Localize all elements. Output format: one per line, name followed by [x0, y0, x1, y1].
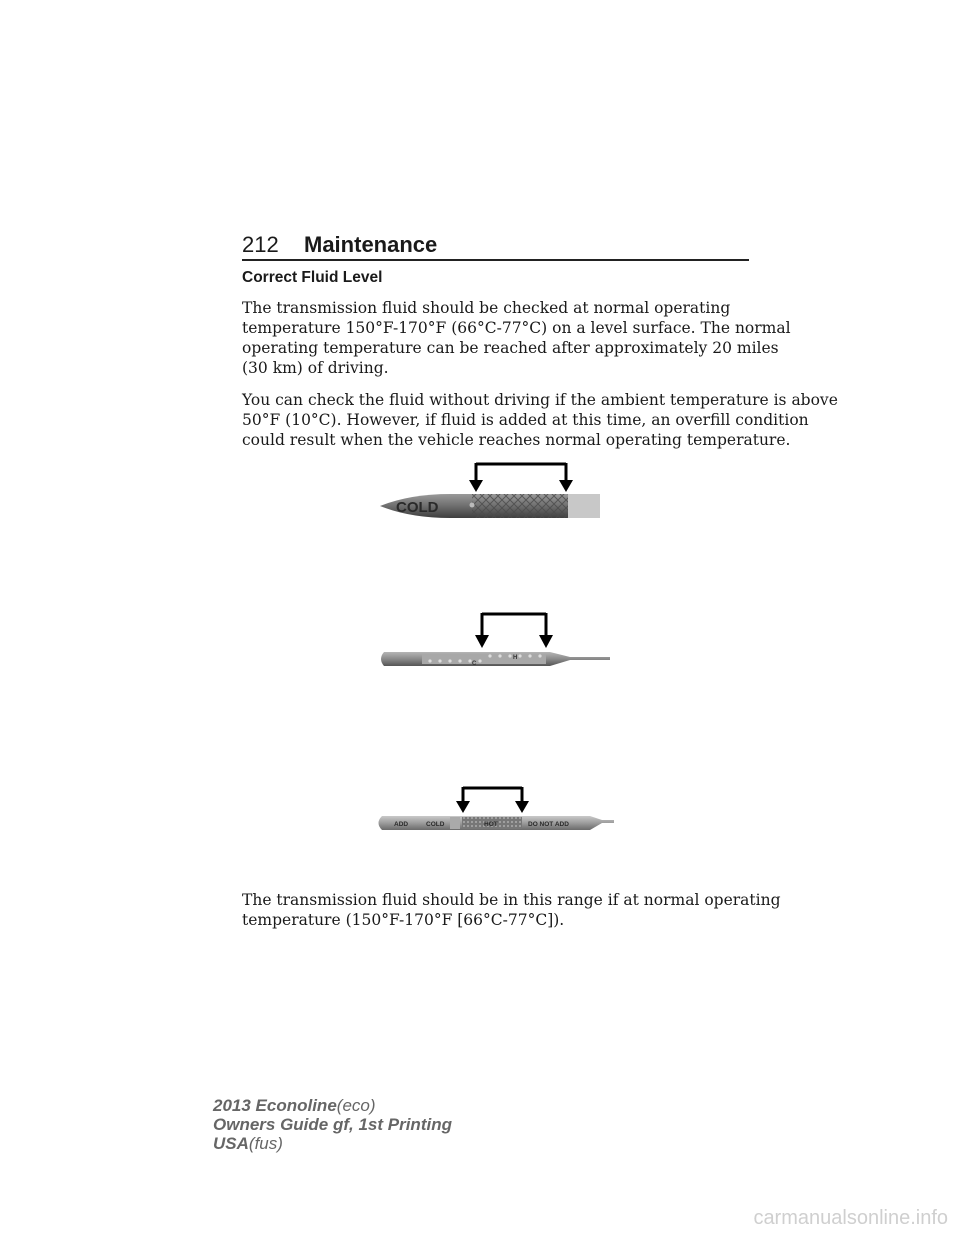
section-title: Maintenance [304, 232, 438, 257]
text-line: The transmission fluid should be checked at normal operating [242, 299, 731, 317]
paragraph-1 [242, 298, 791, 378]
text-line: could result when the vehicle reaches normal operating temperature. [242, 431, 791, 449]
dipstick-label-c: C [472, 661, 477, 667]
text-line: temperature 150°F-170°F (66°C-77°C) on a level surface. The normal [242, 319, 791, 337]
text-line: You can check the fluid without driving if the ambient temperature is above [242, 391, 838, 409]
dipstick-figure-1 [370, 456, 610, 528]
page-header [242, 232, 749, 262]
footer-market: USA [213, 1134, 249, 1153]
subheading: Correct Fluid Level [242, 269, 383, 286]
range-bracket [475, 613, 553, 648]
paragraph-2 [242, 390, 838, 450]
text-line: 50°F (10°C). However, if fluid is added at this time, an overfill condition [242, 411, 809, 429]
footer-model-code: (eco) [336, 1096, 376, 1115]
footer-edition: Owners Guide gf, 1st Printing [213, 1115, 452, 1134]
dipstick-label-cold: COLD [426, 821, 445, 828]
range-bracket [469, 463, 573, 492]
range-bracket [456, 787, 529, 813]
footer-model: 2013 Econoline [213, 1096, 337, 1115]
text-line: The transmission fluid should be in this range if at normal operating [242, 891, 781, 909]
figure-caption [242, 890, 781, 930]
main-content [242, 268, 838, 462]
text-line: (30 km) of driving. [242, 359, 389, 377]
dipstick-blade [381, 652, 610, 666]
dipstick-label-do-not-add: DO NOT ADD [528, 821, 569, 828]
page-footer [213, 1096, 452, 1153]
dipstick-figure-3 [370, 784, 615, 840]
dipstick-label-hot: HOT [484, 821, 498, 828]
footer-market-code: (fus) [248, 1134, 283, 1153]
dipstick-label-h: H [513, 655, 518, 661]
dipstick-label-add: ADD [394, 821, 409, 828]
page-number: 212 [242, 232, 279, 257]
dipstick-label-cold: COLD [396, 499, 439, 516]
watermark: carmanualsonline.info [753, 1207, 948, 1229]
text-line: operating temperature can be reached after approximately 20 miles [242, 339, 779, 357]
dipstick-figure-2 [370, 610, 615, 674]
header-rule [242, 259, 749, 261]
text-line: temperature (150°F-170°F [66°C-77°C]). [242, 911, 565, 929]
